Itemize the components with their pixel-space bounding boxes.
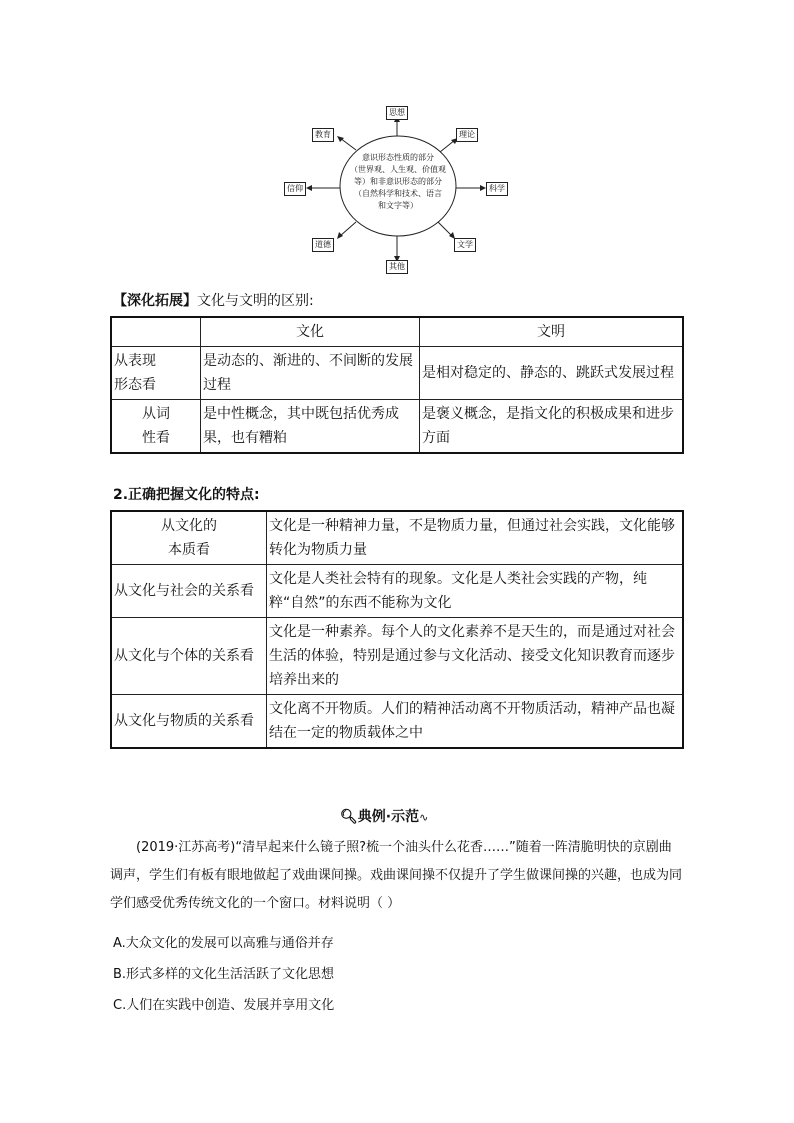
example-banner	[340, 806, 428, 826]
label-line: 从文化的	[161, 518, 217, 534]
table-row	[111, 565, 683, 618]
row-content: 文化是一种素养。每个人的文化素养不是天生的，而是通过对社会生活的体验，特别是通过参与文化活动、接受文化知识教育而逐步培养出来的	[267, 618, 684, 695]
cell-culture: 是中性概念，其中既包括优秀成果，也有糟粕	[201, 400, 420, 454]
row-label: 从文化与个体的关系看	[111, 618, 267, 695]
option-a: A.大众文化的发展可以高雅与通俗并存	[113, 936, 334, 951]
center-line-4: （自然科学和技术、语言	[354, 189, 442, 198]
row-label	[111, 347, 201, 400]
table-row	[111, 317, 683, 347]
deepen-title: 文化与文明的区别:	[197, 293, 314, 309]
row-content: 文化离不开物质。人们的精神活动离不开物质活动，精神产品也凝结在一定的物质载体之中	[267, 695, 684, 749]
culture-civilization-table	[110, 316, 684, 454]
culture-features-table	[110, 510, 684, 749]
question-text: (2019·江苏高考)“清早起来什么镜子照?梳一个油头什么花香……”随着一阵清脆明快的京剧曲调声，学生们有板有眼地做起了戏曲课间操。戏曲课间操不仅提升了学生做课间操的兴趣，也成为同学们感受优秀传统文化的一个窗口。材料说明（ ）	[110, 840, 683, 911]
node-other: 其他	[386, 260, 408, 274]
table-row	[111, 695, 683, 749]
node-morality: 道德	[312, 238, 334, 252]
cell-culture: 是动态的、渐进的、不间断的发展过程	[201, 347, 420, 400]
table-row	[111, 511, 683, 565]
row-content: 文化是一种精神力量，不是物质力量，但通过社会实践，文化能够转化为物质力量	[267, 511, 684, 565]
center-line-5: 和文字等）	[378, 201, 418, 210]
node-belief: 信仰	[284, 182, 306, 196]
header-civilization: 文明	[420, 317, 684, 347]
table-row	[111, 400, 683, 454]
row-label	[111, 511, 267, 565]
row-label	[111, 400, 201, 454]
label-line: 本质看	[168, 542, 210, 558]
diagram-center-text	[345, 152, 451, 212]
node-science: 科学	[486, 182, 508, 196]
header-culture: 文化	[201, 317, 420, 347]
row-content: 文化是人类社会特有的现象。文化是人类社会实践的产物，纯粹“自然”的东西不能称为文化	[267, 565, 684, 618]
header-empty	[111, 317, 201, 347]
row-label: 从文化与社会的关系看	[111, 565, 267, 618]
label-line: 形态看	[114, 377, 156, 393]
example-banner-text: 典例·示范	[357, 809, 420, 825]
label-line: 从词	[142, 406, 170, 422]
deepen-tag: 【深化拓展】	[113, 293, 197, 309]
node-education: 教育	[312, 128, 334, 142]
node-theory: 理论	[456, 128, 478, 142]
center-line-3: 等）和非意识形态的部分	[354, 177, 442, 186]
label-line: 从表现	[114, 353, 156, 369]
table-row	[111, 618, 683, 695]
cell-civilization: 是相对稳定的、静态的、跳跃式发展过程	[420, 347, 684, 400]
option-c: C.人们在实践中创造、发展并享用文化	[113, 998, 335, 1013]
center-line-2: （世界观、人生观、价值观	[350, 165, 446, 174]
deepen-heading	[113, 290, 314, 310]
cell-civilization: 是褒义概念，是指文化的积极成果和进步方面	[420, 400, 684, 454]
table-row	[111, 347, 683, 400]
vine-decoration-icon: ∿	[419, 811, 429, 824]
section-2-title: 2.正确把握文化的特点:	[113, 487, 260, 503]
node-thought: 思想	[386, 106, 408, 120]
culture-components-diagram	[287, 100, 520, 280]
center-line-1: 意识形态性质的部分	[362, 153, 434, 162]
node-literature: 文学	[454, 238, 476, 252]
option-b: B.形式多样的文化生活活跃了文化思想	[113, 967, 335, 982]
row-label: 从文化与物质的关系看	[111, 695, 267, 749]
label-line: 性看	[142, 430, 170, 446]
magnifier-icon: 🔍︎	[340, 809, 358, 825]
